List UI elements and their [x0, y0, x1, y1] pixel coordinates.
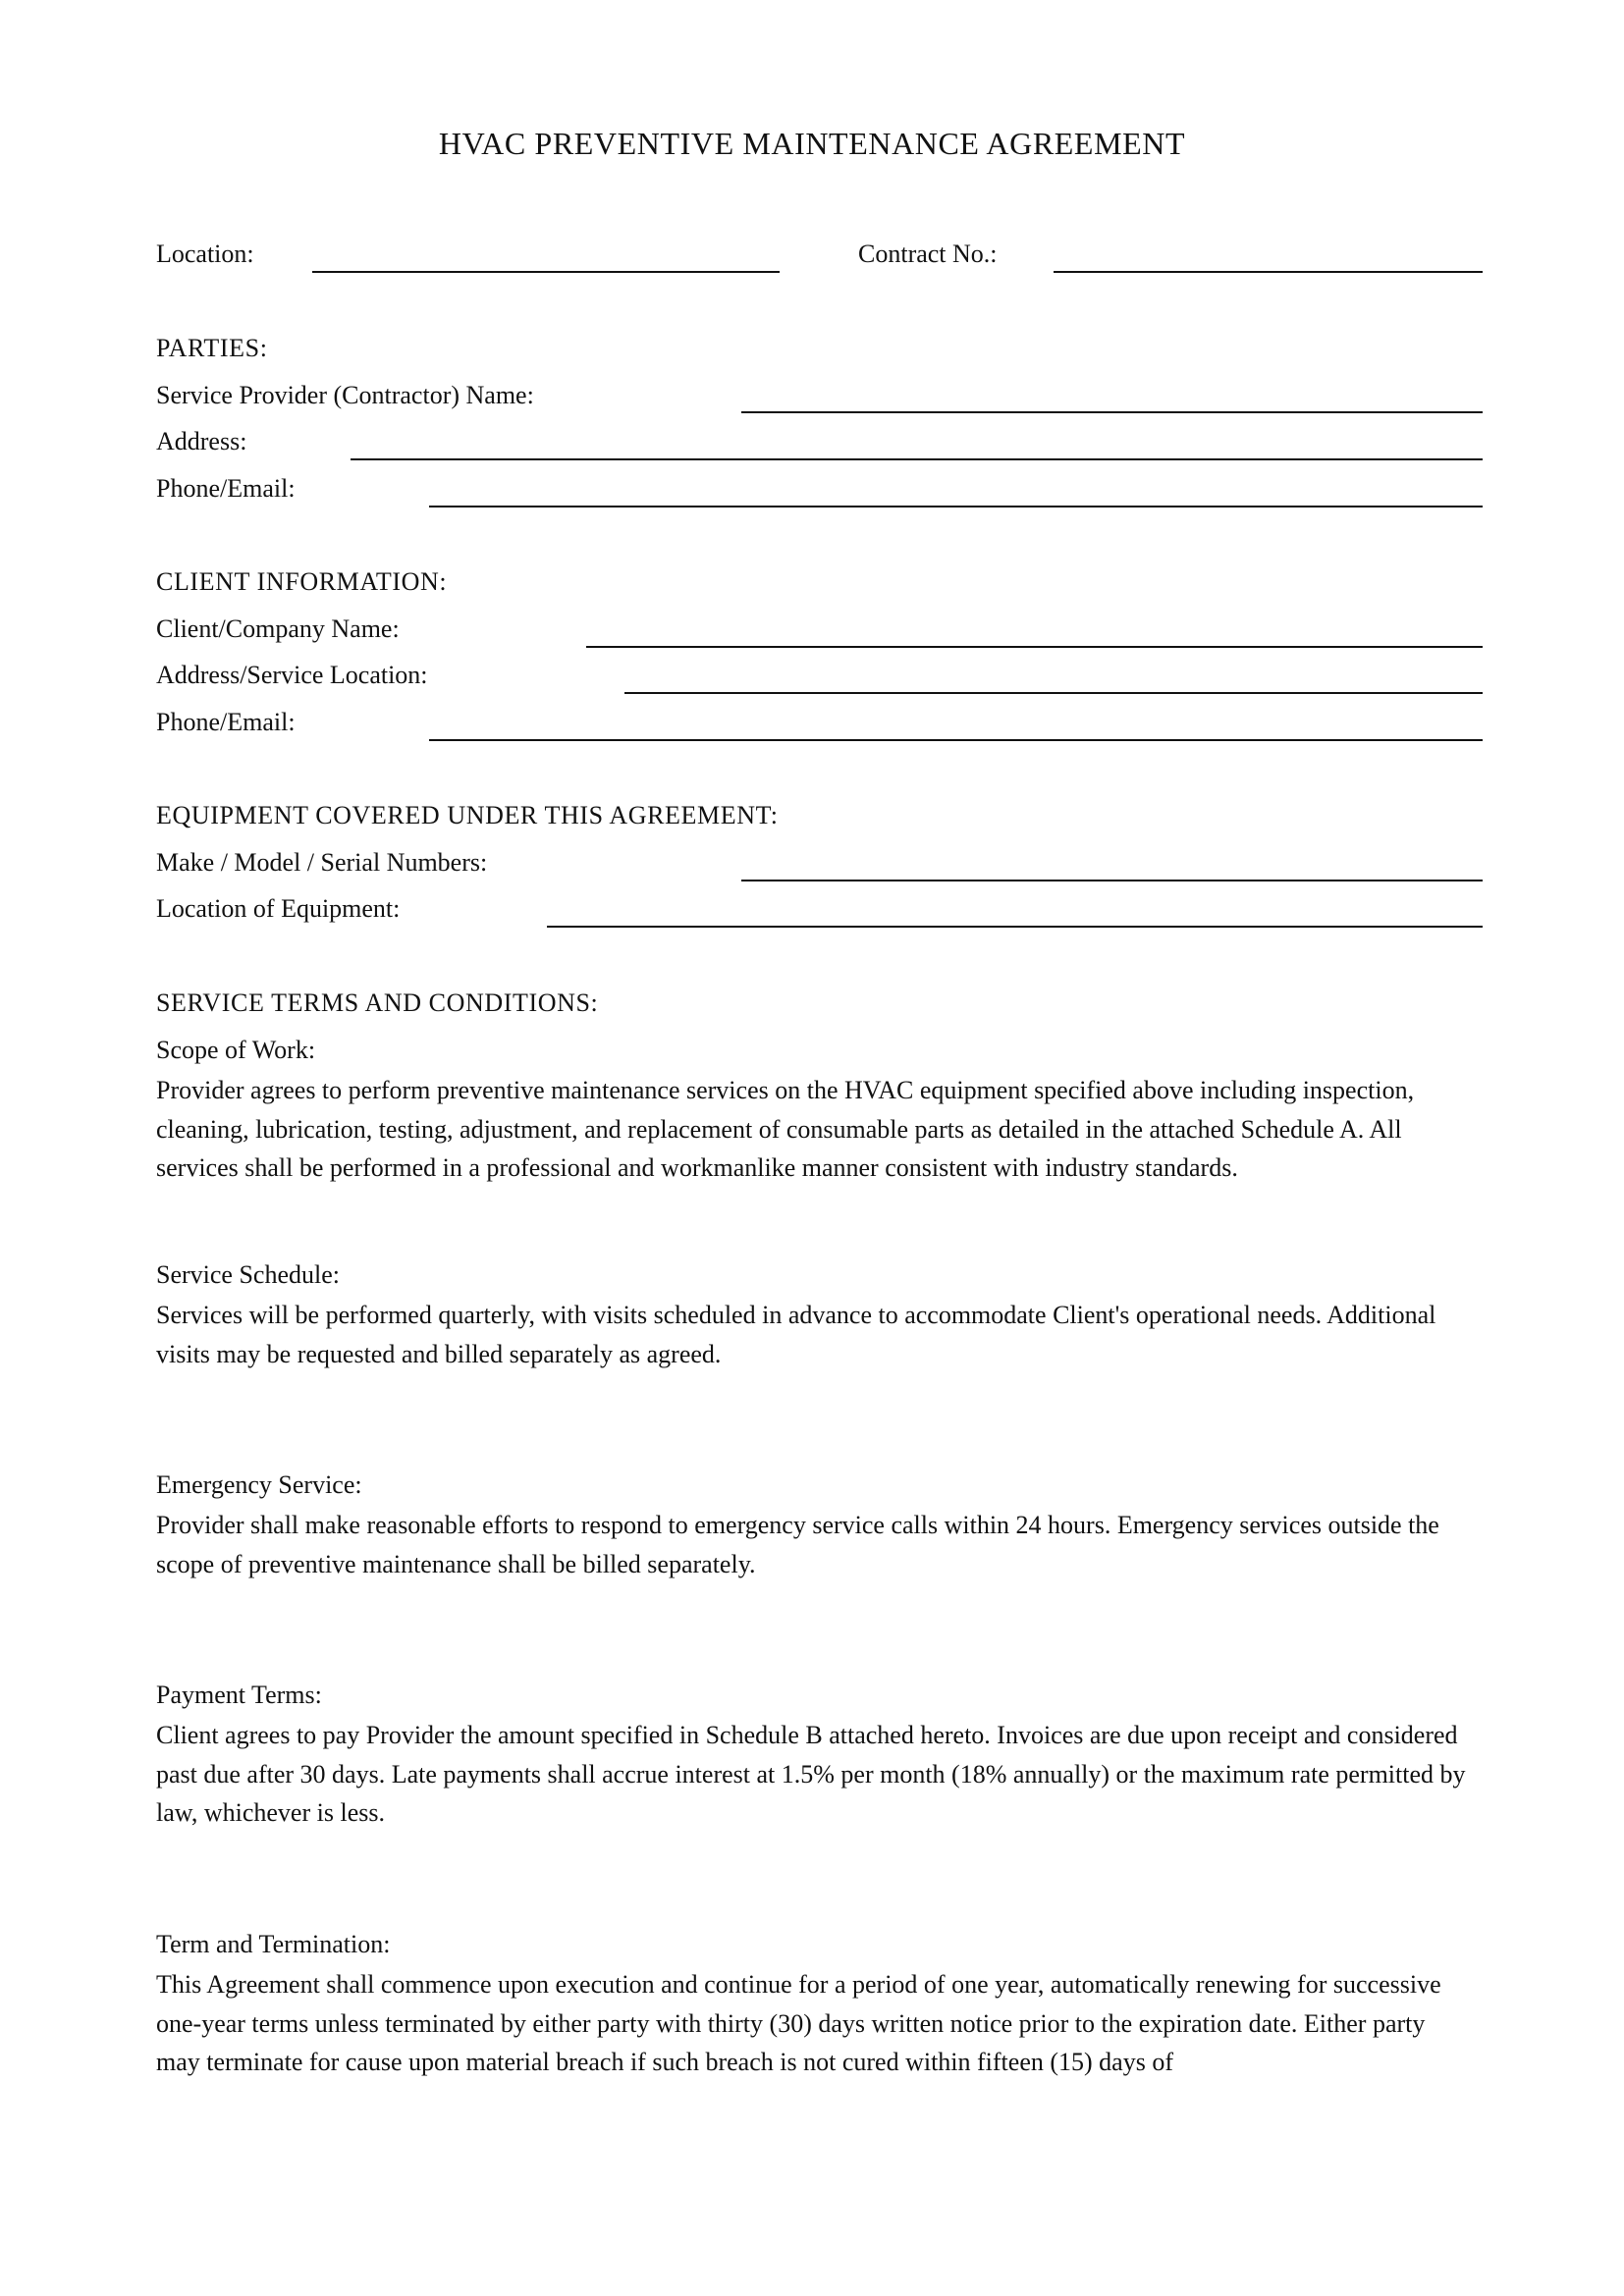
emergency-service-body: Provider shall make reasonable efforts to respond to emergency service calls within 24 hours. Emergency services outside the scope of preventive maintenance shall be billed separately.: [156, 1511, 1439, 1578]
equipment-location-field[interactable]: [547, 926, 1483, 928]
client-address-field[interactable]: [624, 692, 1483, 694]
service-schedule-body: Services will be performed quarterly, with visits scheduled in advance to accommodate Client's operational needs. Additional visits may be requested and billed separately as agreed.: [156, 1301, 1436, 1368]
client-company-name-label: Client/Company Name:: [156, 614, 400, 643]
provider-name-label: Service Provider (Contractor) Name:: [156, 381, 534, 409]
location-label: Location:: [156, 240, 254, 268]
service-schedule-title: Service Schedule:: [156, 1260, 340, 1289]
make-model-serial-field[interactable]: [741, 880, 1483, 881]
term-termination-title: Term and Termination:: [156, 1930, 391, 1958]
make-model-serial-label: Make / Model / Serial Numbers:: [156, 848, 488, 877]
location-field[interactable]: [312, 271, 780, 273]
provider-address-label: Address:: [156, 427, 247, 455]
provider-name-field[interactable]: [741, 411, 1483, 413]
provider-phone-email-field[interactable]: [429, 506, 1483, 507]
equipment-location-label: Location of Equipment:: [156, 894, 401, 923]
contract-no-field[interactable]: [1054, 271, 1483, 273]
client-phone-email-field[interactable]: [429, 739, 1483, 741]
provider-address-field[interactable]: [351, 458, 1483, 460]
provider-phone-email-label: Phone/Email:: [156, 474, 296, 503]
emergency-service-title: Emergency Service:: [156, 1470, 362, 1499]
client-address-label: Address/Service Location:: [156, 661, 428, 689]
scope-of-work-body: Provider agrees to perform preventive maintenance services on the HVAC equipment specified above including inspection, cleaning, lubrication, testing, adjustment, and replacement of consumable parts as detailed in the attached Schedule A. All services shall be performed in a professional and workmanlike manner consistent with industry standards.: [156, 1076, 1415, 1182]
client-phone-email-label: Phone/Email:: [156, 708, 296, 736]
scope-of-work-title: Scope of Work:: [156, 1036, 316, 1064]
payment-terms-body: Client agrees to pay Provider the amount specified in Schedule B attached hereto. Invoices are due upon receipt and considered past due after 30 days. Late payments shall accrue interest at 1.5% per month (18% annually) or the maximum rate permitted by law, whichever is less.: [156, 1721, 1466, 1827]
parties-heading: PARTIES:: [156, 334, 268, 362]
contract-no-label: Contract No.:: [858, 240, 998, 268]
client-heading: CLIENT INFORMATION:: [156, 567, 448, 596]
term-termination-body: This Agreement shall commence upon execution and continue for a period of one year, automatically renewing for successive one-year terms unless terminated by either party with thirty (30) days written notice prior to the expiration date. Either party may terminate for cause upon material breach if such breach is not cured within fifteen (15) days of: [156, 1970, 1441, 2076]
client-company-name-field[interactable]: [586, 646, 1483, 648]
equipment-heading: EQUIPMENT COVERED UNDER THIS AGREEMENT:: [156, 801, 779, 829]
payment-terms-title: Payment Terms:: [156, 1681, 322, 1709]
terms-heading: SERVICE TERMS AND CONDITIONS:: [156, 988, 599, 1017]
document-title: HVAC PREVENTIVE MAINTENANCE AGREEMENT: [438, 126, 1186, 161]
